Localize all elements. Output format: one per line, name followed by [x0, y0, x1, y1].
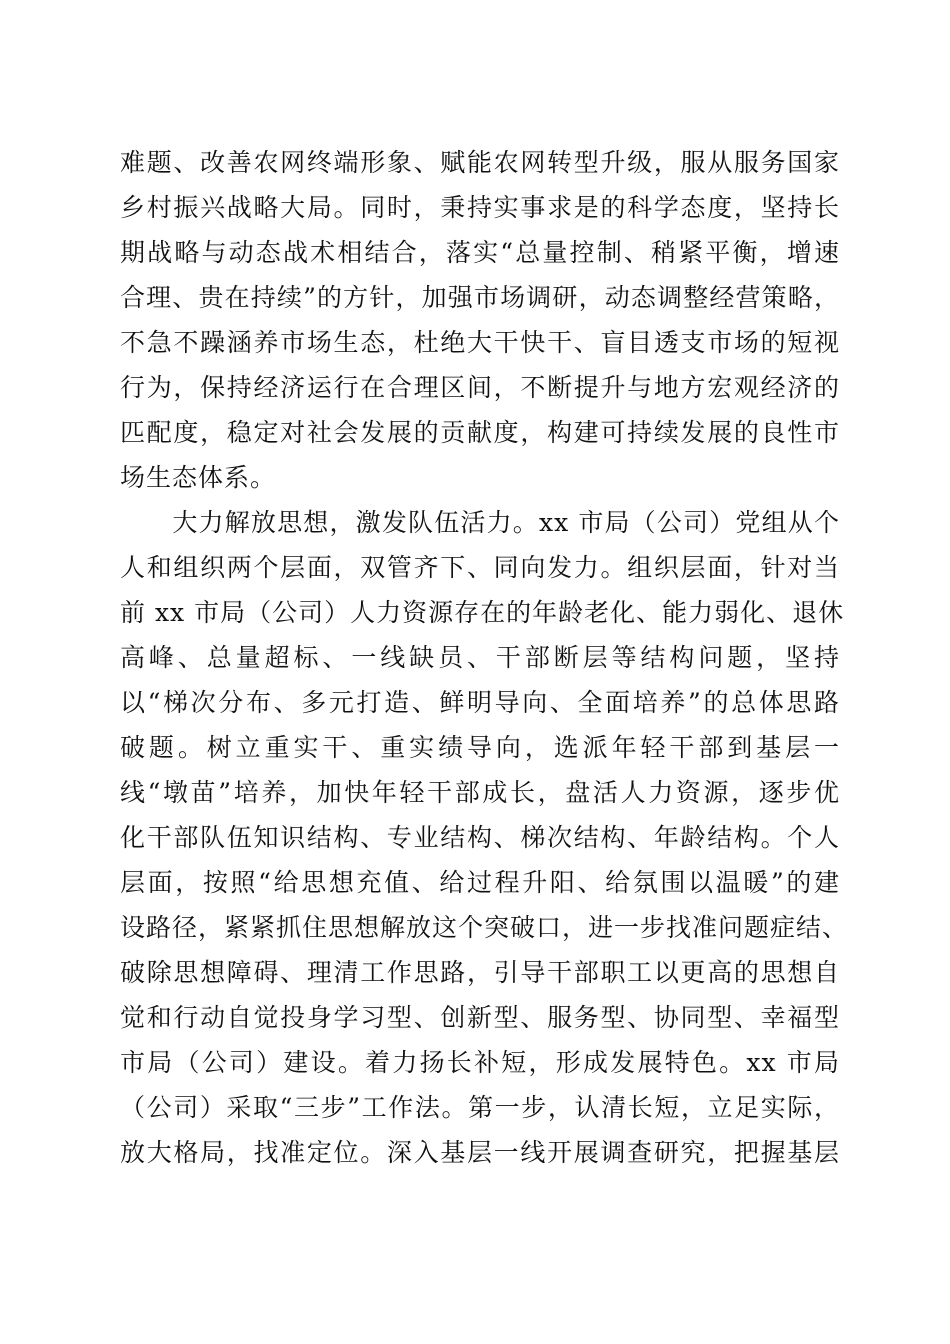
text-line: 不急不躁涵养市场生态，杜绝大干快干、盲目透支市场的短视 — [120, 328, 840, 357]
text-line: 高峰、总量超标、一线缺员、干部断层等结构问题，坚持 — [120, 643, 840, 672]
text-line: 觉和行动自觉投身学习型、创新型、服务型、协同型、幸福型 — [120, 1003, 840, 1032]
text-line: 以“梯次分布、多元打造、鲜明导向、全面培养”的总体思路 — [120, 688, 840, 717]
body-text — [120, 140, 849, 1175]
text-line: 层面，按照“给思想充值、给过程升阳、给氛围以温暖”的建 — [120, 868, 840, 897]
text-line: 市局（公司）建设。着力扬长补短，形成发展特色。xx 市局 — [120, 1048, 840, 1077]
text-line: 前 xx 市局（公司）人力资源存在的年龄老化、能力弱化、退休 — [120, 598, 845, 627]
text-line: 破除思想障碍、理清工作思路，引导干部职工以更高的思想自 — [120, 958, 840, 987]
text-line: 化干部队伍知识结构、专业结构、梯次结构、年龄结构。个人 — [120, 823, 840, 852]
text-line: 破题。树立重实干、重实绩导向，选派年轻干部到基层一 — [120, 733, 840, 762]
text-line: 大力解放思想，激发队伍活力。xx 市局（公司）党组从个 — [120, 508, 840, 537]
text-line: 线“墩苗”培养，加快年轻干部成长，盘活人力资源，逐步优 — [120, 778, 840, 807]
text-line: 匹配度，稳定对社会发展的贡献度，构建可持续发展的良性市 — [120, 418, 840, 447]
text-line: （公司）采取“三步”工作法。第一步，认清长短，立足实际， — [120, 1093, 840, 1122]
text-line: 合理、贵在持续”的方针，加强市场调研，动态调整经营策略， — [120, 283, 840, 312]
text-line: 人和组织两个层面，双管齐下、同向发力。组织层面，针对当 — [120, 553, 840, 582]
text-line: 行为，保持经济运行在合理区间，不断提升与地方宏观经济的 — [120, 373, 840, 402]
text-line: 期战略与动态战术相结合，落实“总量控制、稍紧平衡，增速 — [120, 238, 840, 267]
text-line: 设路径，紧紧抓住思想解放这个突破口，进一步找准问题症结、 — [120, 913, 849, 942]
text-line: 难题、改善农网终端形象、赋能农网转型升级，服从服务国家 — [120, 148, 840, 177]
text-line: 场生态体系。 — [120, 463, 277, 492]
text-line: 放大格局，找准定位。深入基层一线开展调查研究，把握基层 — [120, 1138, 840, 1167]
text-line: 乡村振兴战略大局。同时，秉持实事求是的科学态度，坚持长 — [120, 193, 840, 222]
